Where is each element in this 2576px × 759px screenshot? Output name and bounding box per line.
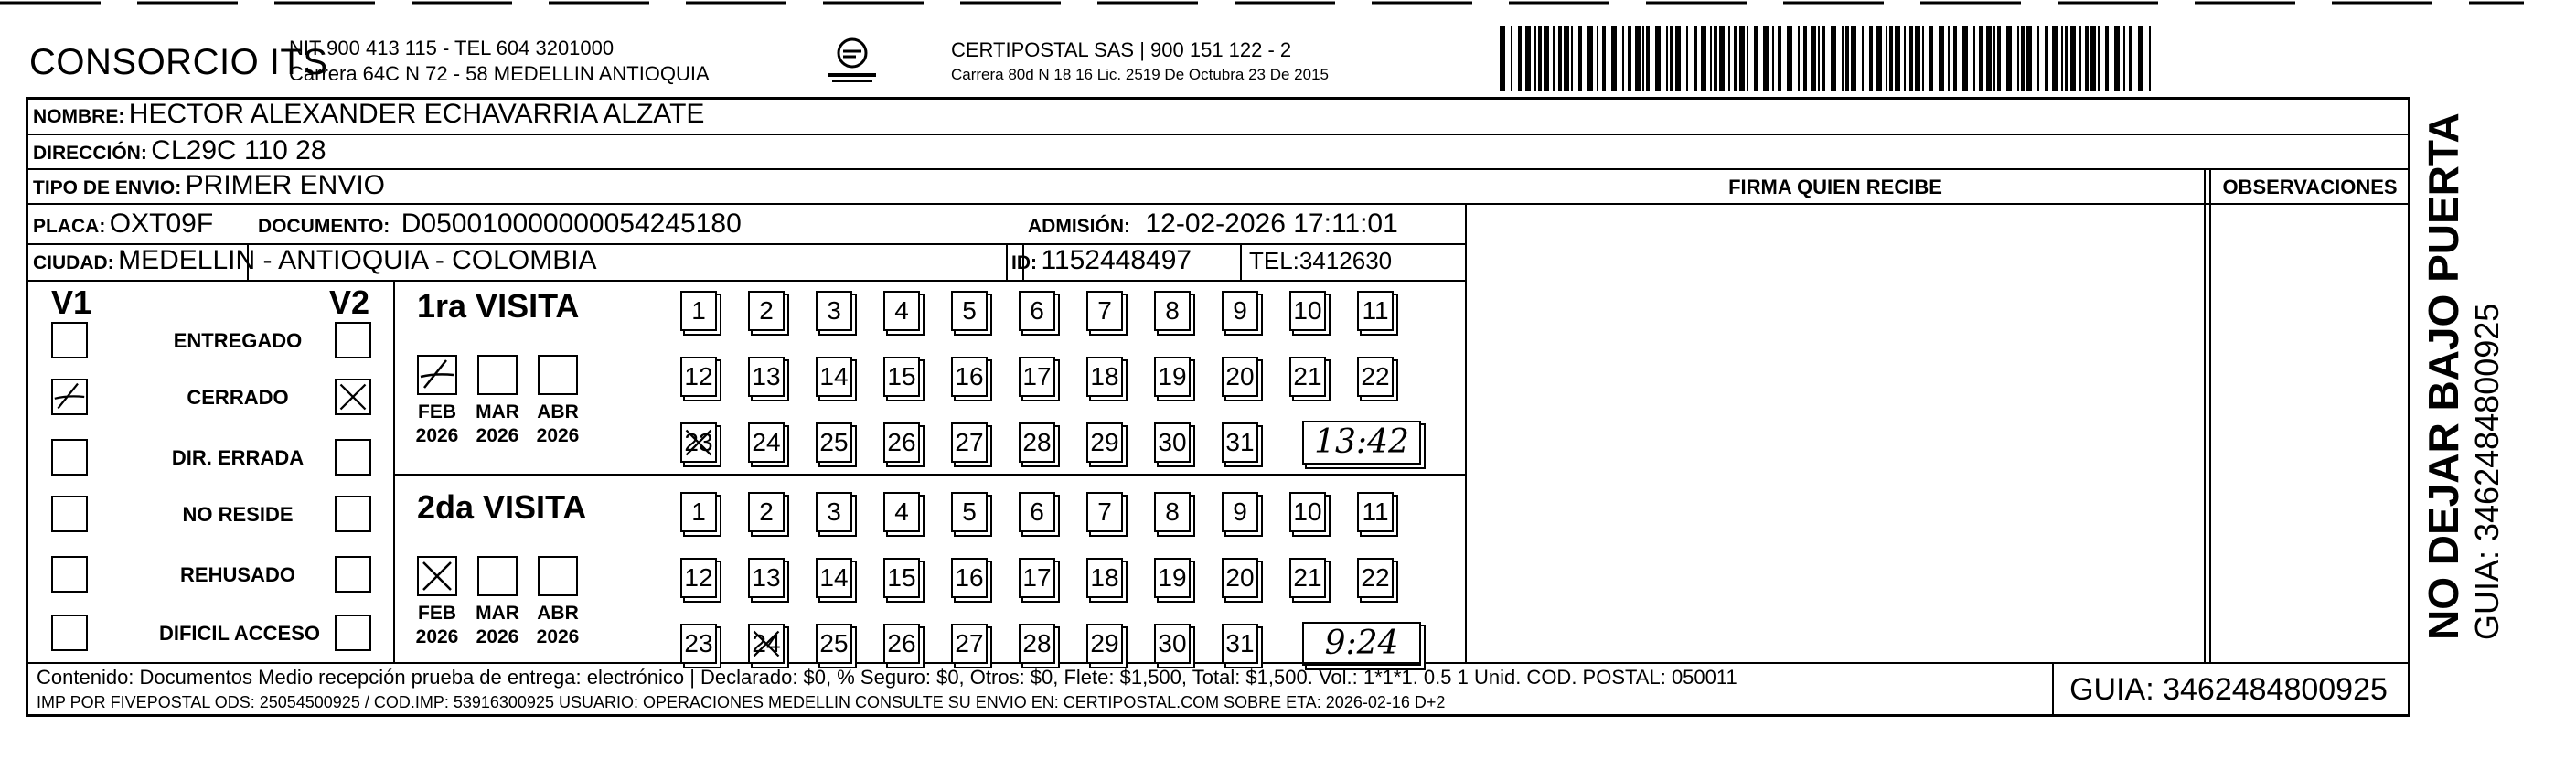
day-box[interactable]	[883, 624, 920, 664]
day-box[interactable]	[1086, 492, 1123, 532]
day-number: 14	[819, 563, 849, 592]
day-number: 2	[759, 497, 774, 526]
day-box[interactable]	[748, 422, 785, 463]
day-box[interactable]	[951, 558, 988, 598]
day-number: 6	[1030, 497, 1044, 526]
month-label	[470, 401, 525, 448]
shipping-type-value: PRIMER ENVIO	[185, 170, 386, 200]
x-mark-icon	[419, 357, 455, 393]
day-number: 25	[819, 629, 849, 657]
side-notice	[2419, 112, 2507, 640]
day-box[interactable]	[1154, 357, 1191, 397]
status-label: DIFICIL ACCESO	[158, 622, 320, 645]
day-number: 19	[1158, 563, 1187, 592]
admission-label: ADMISIÓN:	[1028, 216, 1130, 237]
day-box[interactable]	[951, 357, 988, 397]
month-label	[530, 602, 585, 649]
v1-checkbox[interactable]	[51, 556, 88, 593]
month-label	[470, 602, 525, 649]
day-number: 1	[691, 497, 706, 526]
month-label	[530, 401, 585, 448]
day-number: 9	[1233, 497, 1247, 526]
month-year: 2026	[476, 626, 519, 647]
day-box[interactable]	[1222, 291, 1258, 331]
day-box[interactable]	[680, 558, 717, 598]
document-value: D050010000000054245180	[401, 208, 742, 239]
day-box[interactable]	[1019, 558, 1055, 598]
visit-title: 1ra VISITA	[417, 287, 580, 325]
day-number: 22	[1361, 362, 1390, 390]
rule	[393, 280, 395, 662]
day-box[interactable]	[816, 558, 852, 598]
status-label: REHUSADO	[180, 563, 295, 586]
day-number: 22	[1361, 563, 1390, 592]
month-name: FEB	[418, 401, 456, 422]
day-number: 29	[1090, 428, 1119, 456]
day-number: 14	[819, 362, 849, 390]
month-year: 2026	[415, 626, 459, 647]
name-value: HECTOR ALEXANDER ECHAVARRIA ALZATE	[128, 99, 705, 129]
company-name: CONSORCIO ITS	[29, 42, 328, 82]
tel-value: 3412630	[1299, 247, 1393, 274]
day-number: 3	[827, 296, 841, 325]
day-box[interactable]	[951, 291, 988, 331]
month-year: 2026	[476, 425, 519, 446]
visit-time: 9:24	[1302, 622, 1421, 666]
courier-nit-line: CERTIPOSTAL SAS | 900 151 122 - 2	[951, 38, 1292, 61]
company-address-line: Carrera 64C N 72 - 58 MEDELLIN ANTIOQUIA	[289, 62, 710, 85]
month-name: ABR	[537, 401, 579, 422]
day-box[interactable]	[1357, 291, 1394, 331]
day-box[interactable]	[816, 357, 852, 397]
city-field	[33, 245, 597, 276]
signature-area[interactable]	[1467, 205, 2202, 660]
day-box[interactable]	[883, 291, 920, 331]
day-number: 30	[1158, 428, 1187, 456]
day-number: 20	[1225, 362, 1255, 390]
day-number: 7	[1097, 497, 1112, 526]
day-number: 15	[887, 563, 916, 592]
day-number: 27	[955, 629, 984, 657]
month-year: 2026	[536, 626, 580, 647]
day-box[interactable]	[748, 291, 785, 331]
city-label: CIUDAD:	[33, 252, 114, 273]
x-mark-icon	[750, 625, 783, 662]
day-box[interactable]	[1086, 357, 1123, 397]
barcode	[1500, 26, 2158, 91]
print-info: IMP POR FIVEPOSTAL ODS: 25054500925 / COD.IMP: 53916300925 USUARIO: OPERACIONES MEDELLIN CONSULTE SU ENVIO EN: CERTIPOSTAL.COM SOBRE ETA: 2026-02-16 D+2	[37, 693, 1446, 711]
day-box[interactable]	[1289, 291, 1326, 331]
day-box[interactable]	[951, 492, 988, 532]
day-number: 4	[894, 497, 909, 526]
day-box[interactable]	[1019, 492, 1055, 532]
day-number: 13	[752, 362, 781, 390]
month-checkbox[interactable]	[417, 556, 457, 596]
admission-value: 12-02-2026 17:11:01	[1145, 208, 1398, 239]
day-box[interactable]	[680, 422, 717, 463]
day-number: 26	[887, 629, 916, 657]
day-box[interactable]	[1154, 422, 1191, 463]
rule	[1006, 243, 1008, 280]
v2-checkbox[interactable]	[335, 615, 371, 651]
day-box[interactable]	[748, 357, 785, 397]
day-box[interactable]	[1357, 492, 1394, 532]
plate-label: PLACA:	[33, 216, 106, 237]
day-box[interactable]	[748, 624, 785, 664]
day-box[interactable]	[1289, 357, 1326, 397]
do-not-leave-notice: NO DEJAR BAJO PUERTA	[2420, 112, 2467, 640]
day-number: 23	[684, 629, 713, 657]
status-label: NO RESIDE	[182, 503, 294, 526]
day-box[interactable]	[1086, 558, 1123, 598]
day-box[interactable]	[1019, 291, 1055, 331]
day-number: 2	[759, 296, 774, 325]
company-nit-line: NIT 900 413 115 - TEL 604 3201000	[289, 37, 615, 59]
day-box[interactable]	[680, 357, 717, 397]
plate-value: OXT09F	[109, 208, 214, 239]
day-box[interactable]	[883, 492, 920, 532]
document-label: DOCUMENTO:	[258, 216, 390, 237]
day-number: 28	[1022, 629, 1052, 657]
v1-checkbox[interactable]	[51, 322, 88, 358]
v2-checkbox[interactable]	[335, 439, 371, 476]
rule	[26, 134, 2410, 135]
day-box[interactable]	[1019, 624, 1055, 664]
day-number: 12	[684, 362, 713, 390]
day-number: 23	[684, 428, 713, 456]
day-number: 5	[962, 497, 977, 526]
content-description: Contenido: Documentos Medio recepción prueba de entrega: electrónico | Declarado: $0, % Seguro: $0, Otros: $0, Flete: $1,500, Total: $1,500. Vol.: 1*1*1. 0.5 1 Unid. COD. POSTAL: 050011	[37, 666, 1737, 689]
day-box[interactable]	[1222, 422, 1258, 463]
day-number: 16	[955, 563, 984, 592]
status-label: ENTREGADO	[173, 329, 303, 352]
day-number: 7	[1097, 296, 1112, 325]
v2-checkbox[interactable]	[335, 379, 371, 415]
day-box[interactable]	[1086, 422, 1123, 463]
day-number: 11	[1362, 296, 1389, 325]
month-year: 2026	[415, 425, 459, 446]
day-number: 12	[684, 563, 713, 592]
day-number: 24	[752, 428, 781, 456]
day-number: 17	[1022, 362, 1052, 390]
tel-field	[1249, 247, 1392, 275]
tel-label: TEL:	[1249, 247, 1299, 274]
name-row	[33, 99, 704, 130]
day-number: 24	[752, 629, 781, 657]
day-number: 19	[1158, 362, 1187, 390]
rule	[2204, 168, 2206, 662]
day-box[interactable]	[680, 291, 717, 331]
day-number: 10	[1293, 296, 1322, 325]
address-row	[33, 135, 326, 166]
status-label: CERRADO	[187, 386, 289, 409]
month-label	[410, 602, 465, 649]
month-checkbox[interactable]	[477, 556, 518, 596]
v2-header: V2	[329, 283, 370, 321]
day-box[interactable]	[1222, 357, 1258, 397]
tracking-number-box: GUIA: 3462484800925	[2052, 664, 2403, 715]
x-mark-icon	[419, 558, 455, 594]
month-year: 2026	[536, 425, 580, 446]
v1-header: V1	[51, 283, 92, 321]
day-box[interactable]	[748, 558, 785, 598]
day-number: 9	[1233, 296, 1247, 325]
day-number: 4	[894, 296, 909, 325]
day-box[interactable]	[1222, 624, 1258, 664]
day-box[interactable]	[1289, 492, 1326, 532]
day-box[interactable]	[1154, 624, 1191, 664]
visit-time: 13:42	[1302, 421, 1421, 465]
day-box[interactable]	[1154, 492, 1191, 532]
v2-checkbox[interactable]	[335, 556, 371, 593]
month-checkbox[interactable]	[477, 355, 518, 395]
day-number: 11	[1362, 497, 1389, 526]
x-mark-icon	[53, 380, 86, 413]
day-box[interactable]	[816, 422, 852, 463]
observations-area[interactable]	[2211, 205, 2409, 660]
admission-field	[1028, 208, 1398, 240]
day-box[interactable]	[816, 624, 852, 664]
v1-checkbox[interactable]	[51, 615, 88, 651]
day-number: 8	[1165, 296, 1180, 325]
day-box[interactable]	[1086, 624, 1123, 664]
courier-logo-icon	[823, 35, 882, 86]
day-number: 16	[955, 362, 984, 390]
shipping-type-row	[33, 170, 385, 201]
day-box[interactable]	[1019, 422, 1055, 463]
day-number: 18	[1090, 563, 1119, 592]
side-tracking-number: GUIA: 3462484800925	[2468, 303, 2506, 640]
month-checkbox[interactable]	[417, 355, 457, 395]
day-box[interactable]	[883, 422, 920, 463]
day-number: 21	[1293, 563, 1322, 592]
id-value: 1152448497	[1041, 245, 1192, 275]
day-box[interactable]	[883, 558, 920, 598]
day-box[interactable]	[1222, 492, 1258, 532]
address-value: CL29C 110 28	[151, 135, 326, 166]
month-name: FEB	[418, 603, 456, 624]
v1-checkbox[interactable]	[51, 439, 88, 476]
rule	[26, 280, 1465, 282]
document-field	[258, 208, 742, 240]
courier-address-line: Carrera 80d N 18 16 Lic. 2519 De Octubra 23 De 2015	[951, 66, 1329, 83]
day-number: 6	[1030, 296, 1044, 325]
day-box[interactable]	[1357, 357, 1394, 397]
month-label	[410, 401, 465, 448]
shipping-type-label: TIPO DE ENVIO:	[33, 177, 182, 198]
name-label: NOMBRE:	[33, 106, 125, 127]
v1-checkbox[interactable]	[51, 496, 88, 532]
day-box[interactable]	[748, 492, 785, 532]
status-label: DIR. ERRADA	[171, 446, 305, 469]
day-box[interactable]	[1086, 291, 1123, 331]
day-box[interactable]	[1019, 357, 1055, 397]
month-name: ABR	[537, 603, 579, 624]
address-label: DIRECCIÓN:	[33, 143, 147, 164]
day-number: 30	[1158, 629, 1187, 657]
day-number: 17	[1022, 563, 1052, 592]
day-number: 10	[1293, 497, 1322, 526]
day-number: 8	[1165, 497, 1180, 526]
visit-title: 2da VISITA	[417, 488, 587, 526]
day-number: 20	[1225, 563, 1255, 592]
day-number: 26	[887, 428, 916, 456]
visit-divider	[393, 474, 1465, 476]
day-box[interactable]	[1289, 558, 1326, 598]
x-mark-icon	[337, 380, 369, 413]
day-number: 15	[887, 362, 916, 390]
day-number: 5	[962, 296, 977, 325]
observations-column-header: OBSERVACIONES	[2222, 176, 2398, 198]
x-mark-icon	[682, 424, 715, 461]
day-box[interactable]	[951, 422, 988, 463]
month-name: MAR	[476, 401, 519, 422]
plate-field	[33, 208, 213, 240]
day-box[interactable]	[816, 291, 852, 331]
day-number: 18	[1090, 362, 1119, 390]
day-number: 21	[1293, 362, 1322, 390]
rule	[1240, 243, 1242, 280]
month-checkbox[interactable]	[538, 355, 578, 395]
month-checkbox[interactable]	[538, 556, 578, 596]
day-box[interactable]	[1357, 558, 1394, 598]
day-number: 3	[827, 497, 841, 526]
v2-checkbox[interactable]	[335, 496, 371, 532]
city-value: MEDELLIN - ANTIOQUIA - COLOMBIA	[118, 245, 597, 275]
day-number: 31	[1225, 428, 1255, 456]
day-number: 1	[691, 296, 706, 325]
day-number: 13	[752, 563, 781, 592]
v1-checkbox[interactable]	[51, 379, 88, 415]
id-field	[1011, 245, 1192, 276]
day-box[interactable]	[680, 492, 717, 532]
day-number: 29	[1090, 629, 1119, 657]
day-box[interactable]	[951, 624, 988, 664]
day-number: 27	[955, 428, 984, 456]
day-box[interactable]	[883, 357, 920, 397]
day-box[interactable]	[1154, 558, 1191, 598]
day-box[interactable]	[816, 492, 852, 532]
id-label: ID:	[1011, 252, 1037, 273]
day-number: 31	[1225, 629, 1255, 657]
day-number: 28	[1022, 428, 1052, 456]
day-box[interactable]	[1222, 558, 1258, 598]
top-edge-line	[0, 0, 2576, 9]
v2-checkbox[interactable]	[335, 322, 371, 358]
month-name: MAR	[476, 603, 519, 624]
day-box[interactable]	[680, 624, 717, 664]
signature-column-header: FIRMA QUIEN RECIBE	[1728, 176, 1942, 198]
day-number: 25	[819, 428, 849, 456]
day-box[interactable]	[1154, 291, 1191, 331]
